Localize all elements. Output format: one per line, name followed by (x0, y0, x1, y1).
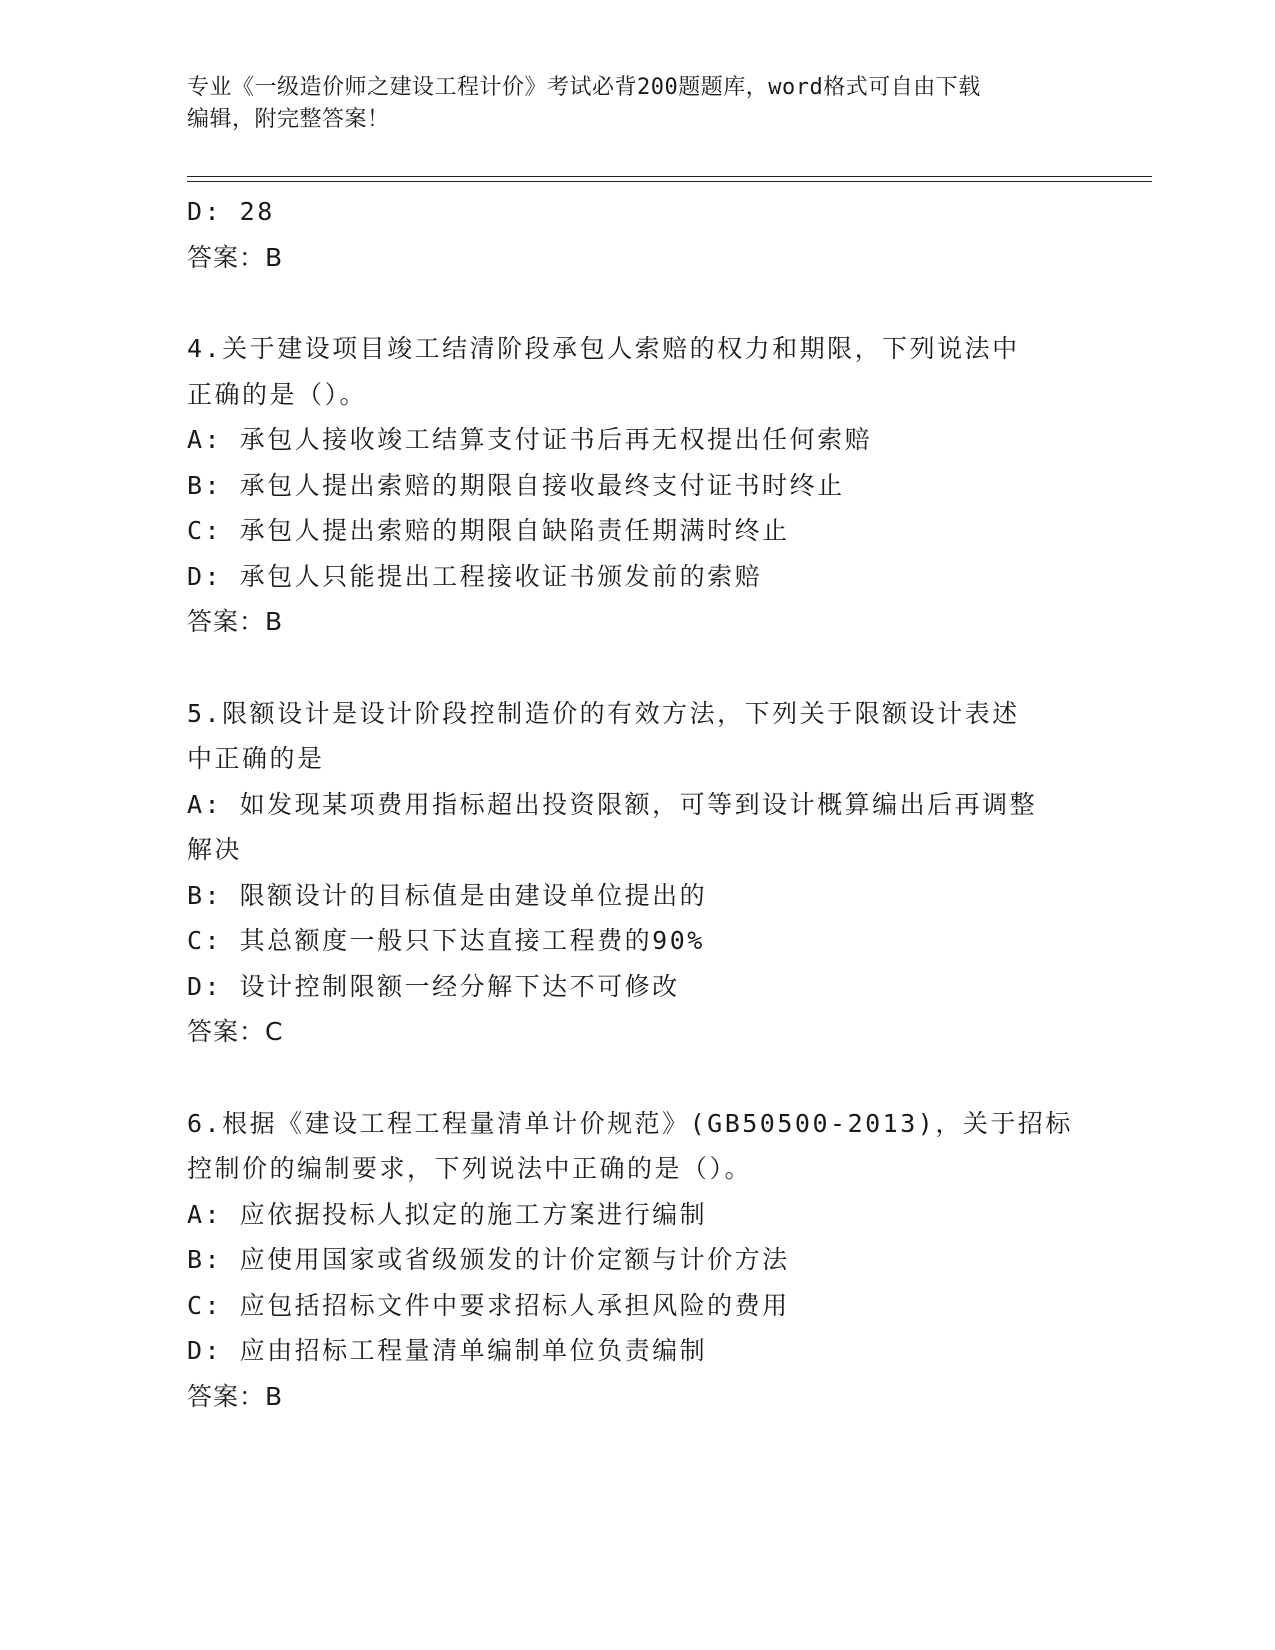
option-a: A: 如发现某项费用指标超出投资限额，可等到设计概算编出后再调整 (187, 789, 1038, 819)
header-line-2: 编辑，附完整答案！ (187, 107, 390, 132)
header-divider-bottom (187, 181, 1152, 182)
question-stem: 4.关于建设项目竣工结清阶段承包人索赔的权力和期限，下列说法中 (187, 334, 1020, 363)
answer: 答案：B (187, 1381, 284, 1411)
prev-option-d: D: 28 (187, 197, 275, 226)
option-b: B: 应使用国家或省级颁发的计价定额与计价方法 (187, 1245, 790, 1274)
question-6 (187, 1101, 1087, 1420)
question-4 (187, 326, 1087, 645)
question-stem: 中正确的是 (187, 744, 325, 773)
option-a: A: 承包人接收竣工结算支付证书后再无权提出任何索赔 (187, 425, 873, 454)
question-stem: 正确的是（）。 (187, 379, 368, 409)
prev-answer: 答案：B (187, 242, 284, 272)
document-header (187, 72, 1087, 136)
question-5 (187, 691, 1087, 1055)
question-stem: 6.根据《建设工程工程量清单计价规范》(GB50500-2013)，关于招标 (187, 1108, 1073, 1138)
answer: 答案：B (187, 607, 284, 636)
option-c: C: 应包括招标文件中要求招标人承担风险的费用 (187, 1290, 790, 1320)
header-divider-top (187, 176, 1152, 177)
option-d: D: 承包人只能提出工程接收证书颁发前的索赔 (187, 561, 763, 591)
answer: 答案：C (187, 1017, 284, 1046)
option-a: A: 应依据投标人拟定的施工方案进行编制 (187, 1199, 708, 1229)
option-d: D: 应由招标工程量清单编制单位负责编制 (187, 1336, 708, 1365)
option-b: B: 承包人提出索赔的期限自接收最终支付证书时终止 (187, 470, 845, 500)
option-b: B: 限额设计的目标值是由建设单位提出的 (187, 880, 708, 910)
option-c: C: 其总额度一般只下达直接工程费的90% (187, 926, 705, 955)
option-c: C: 承包人提出索赔的期限自缺陷责任期满时终止 (187, 516, 790, 545)
question-stem: 5.限额设计是设计阶段控制造价的有效方法，下列关于限额设计表述 (187, 698, 1020, 728)
question-list (187, 189, 1087, 1419)
question-stem: 控制价的编制要求，下列说法中正确的是（）。 (187, 1154, 753, 1183)
option-a-continued: 解决 (187, 835, 243, 864)
option-d: D: 设计控制限额一经分解下达不可修改 (187, 971, 680, 1001)
header-line-1: 专业《一级造价师之建设工程计价》考试必背200题题库，word格式可自由下载 (187, 75, 981, 100)
